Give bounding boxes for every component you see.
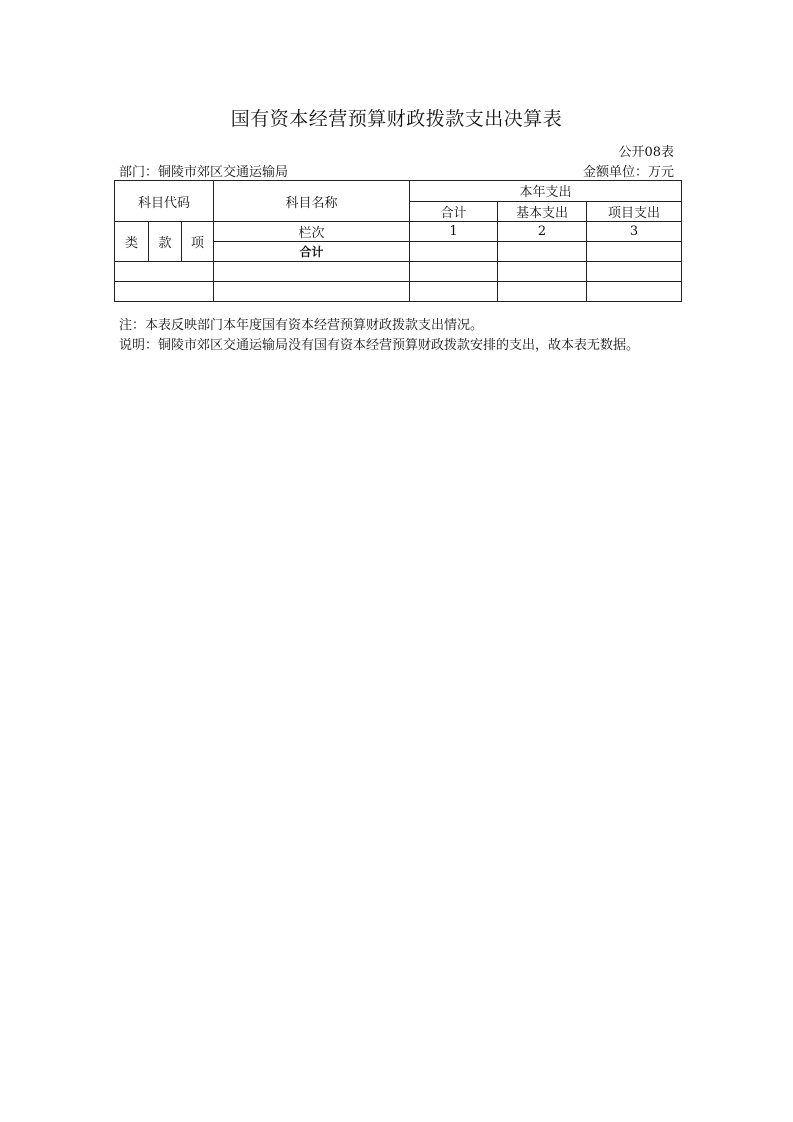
header-lei: 类: [115, 222, 149, 262]
table-explanation: 说明：铜陵市郊区交通运输局没有国有资本经营预算财政拨款安排的支出，故本表无数据。: [119, 338, 640, 353]
sum-basic-cell: [498, 242, 587, 262]
header-project-expense: 项目支出: [587, 201, 682, 222]
header-xiang: 项: [182, 222, 214, 262]
sum-total-cell: [410, 242, 498, 262]
empty-cell: [410, 282, 498, 302]
empty-cell: [587, 262, 682, 282]
empty-cell: [410, 262, 498, 282]
amount-unit-label: 金额单位：万元: [582, 165, 674, 180]
department-label: 部门：铜陵市郊区交通运输局: [119, 165, 289, 180]
table-note: 注：本表反映部门本年度国有资本经营预算财政拨款支出情况。: [119, 318, 484, 333]
sum-row-label: 合计: [214, 242, 410, 262]
column-order-2: 2: [498, 222, 587, 242]
header-subject-code: 科目代码: [115, 181, 214, 222]
header-subject-name: 科目名称: [214, 181, 410, 222]
page-title: 国有资本经营预算财政拨款支出决算表: [230, 108, 563, 130]
empty-name-cell: [214, 262, 410, 282]
table-row-column-order: [115, 222, 682, 242]
empty-name-cell: [214, 282, 410, 302]
form-number: 公开08表: [618, 145, 674, 160]
expense-table: [114, 180, 682, 302]
column-order-1: 1: [410, 222, 498, 242]
column-order-3: 3: [587, 222, 682, 242]
table-row: [115, 282, 682, 302]
sum-project-cell: [587, 242, 682, 262]
empty-cell: [498, 282, 587, 302]
header-kuan: 款: [149, 222, 182, 262]
header-basic-expense: 基本支出: [498, 201, 587, 222]
header-current-year-expense: 本年支出: [410, 181, 682, 202]
empty-cell: [498, 262, 587, 282]
header-total: 合计: [410, 201, 498, 222]
column-order-label: 栏次: [214, 222, 410, 242]
empty-cell: [587, 282, 682, 302]
table-header-row-1: [115, 181, 682, 202]
empty-code-cell: [115, 262, 214, 282]
empty-code-cell: [115, 282, 214, 302]
table-row: [115, 262, 682, 282]
